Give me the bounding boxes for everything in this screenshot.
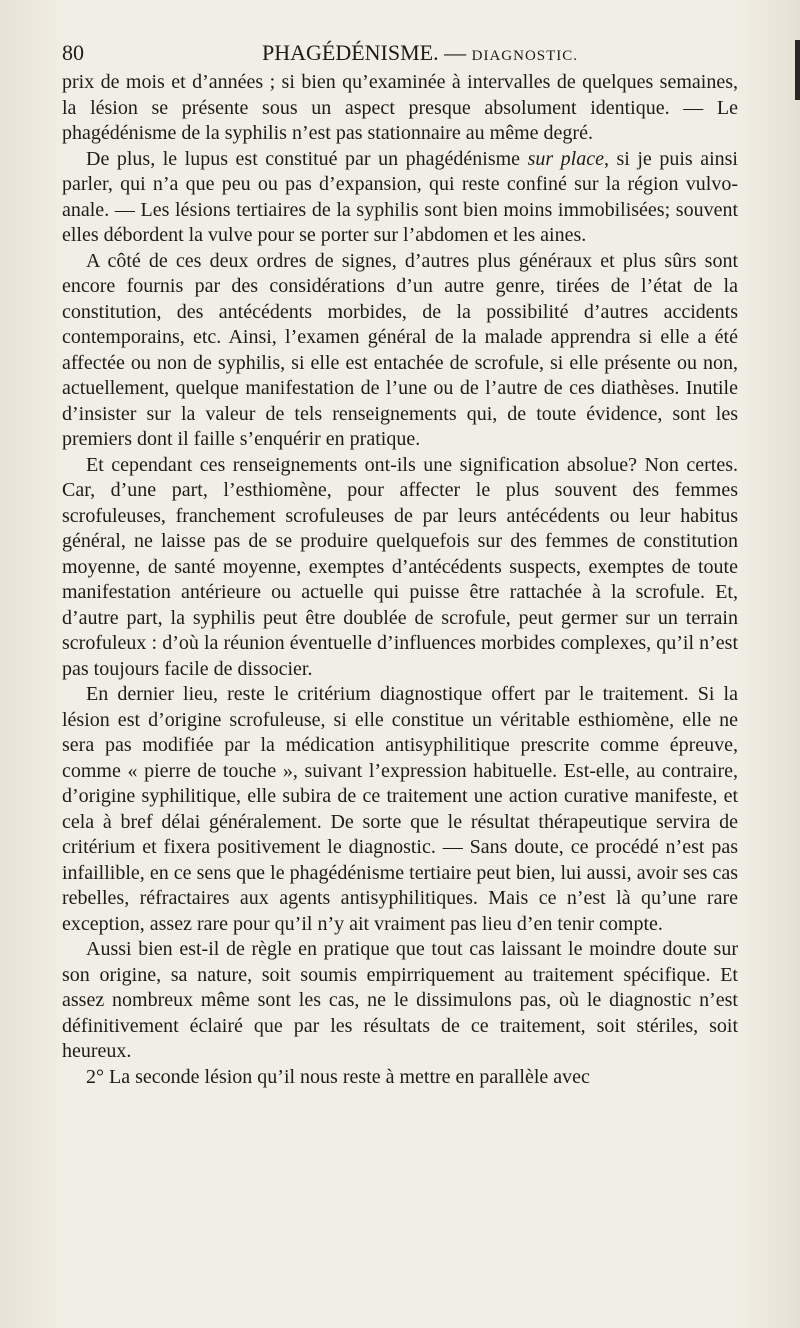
paragraph-6: Aussi bien est-il de règle en pratique que tout cas laissant le moindre doute sur son origine, sa nature, soit soumis empirriquement au traitement spécifique. Et assez nombreux même sont les cas, ne le dissimulons pas, où le diagnostic n’est définitivement éclairé que par les résultats de ce traitement, soit stériles, soit heureux. [62, 938, 738, 1062]
paragraph-1: prix de mois et d’années ; si bien qu’examinée à intervalles de quelques semaines, la lésion se présente sous un aspect presque absolument identique. — Le phagédénisme de la syphilis n’est pas stationnaire au même degré. [62, 71, 738, 144]
paragraph-4: Et cependant ces renseignements ont-ils une signification absolue? Non certes. Car, d’une part, l’esthiomène, pour affecter le plus souvent des femmes scrofuleuses, franchement scrofuleuses de par leurs antécédents ou leur habitus général, ne laisse pas de se produire quelquefois sur des femmes de constitution moyenne, de santé moyenne, exemptes d’antécédents suspects, exemptes de toute manifestation antérieure ou actuelle qui puisse être rattachée à la scrofule. Et, d’autre part, la syphilis peut être doublée de scrofule, peut germer sur un terrain scrofuleux : d’où la réunion éventuelle d’influences morbides complexes, qu’il n’est pas toujours facile de dissocier. [62, 453, 738, 680]
running-title-main: PHAGÉDÉNISME. — [262, 40, 467, 65]
paragraph-7: 2° La seconde lésion qu’il nous reste à mettre en parallèle avec [86, 1065, 590, 1088]
paragraph-5: En dernier lieu, reste le critérium diagnostique offert par le traitement. Si la lésion est d’origine scrofuleuse, si elle constitue un véritable esthiomène, elle ne sera pas modifiée par la médication antisyphilitique prescrite comme épreuve, comme « pierre de touche », suivant l’expression habituelle. Est-elle, au contraire, d’origine syphilitique, elle subira de ce traitement une action curative manifeste, et cela à bref délai généralement. De sorte que le résultat thérapeutique servira de critérium et fixera positivement le diagnostic. — Sans doute, ce procédé n’est pas infaillible, en ce sens que le phagédénisme tertiaire peut bien, lui aussi, avoir ses cas rebelles, réfractaires aux agents antisyphilitiques. Mais ce n’est là qu’une rare exception, assez rare pour qu’il n’y ait vraiment pas lieu d’en tenir compte. [62, 683, 738, 935]
page-edge-shadow [795, 40, 800, 100]
running-title [262, 40, 578, 66]
body-text [62, 70, 738, 1090]
running-header [62, 40, 738, 70]
paragraph-2-start: De plus, le lupus est constitué par un phagédénisme [86, 147, 528, 170]
page-number: 80 [62, 40, 84, 65]
running-title-subtitle: DIAGNOSTIC. [471, 48, 579, 64]
paragraph-2 [62, 147, 738, 249]
paragraph-2-end: , si je puis ainsi parler, qui n’a que peu ou pas d’expansion, qui reste confiné sur la région vulvo-anale. — Les lésions tertiaires de la syphilis sont bien moins immobilisées; souvent elles débordent la vulve pour se porter sur l’abdomen et les aines. [62, 147, 738, 246]
paragraph-3: A côté de ces deux ordres de signes, d’autres plus généraux et plus sûrs sont encore fournis par des considérations d’un autre genre, tirées de l’état de la constitution, des antécédents morbides, de la possibilité d’autres accidents contemporains, etc. Ainsi, l’examen général de la malade apprendra si elle a été affectée ou non de syphilis, si elle est entachée de scrofule, si elle présente ou non, actuellement, quelque manifestation de l’une ou de l’autre de ces diathèses. Inutile d’insister sur la valeur de tels renseignements qui, de toute évidence, sont les premiers dont il faille s’enquérir en pratique. [62, 249, 738, 450]
emphasis-sur-place: sur place [527, 147, 604, 170]
